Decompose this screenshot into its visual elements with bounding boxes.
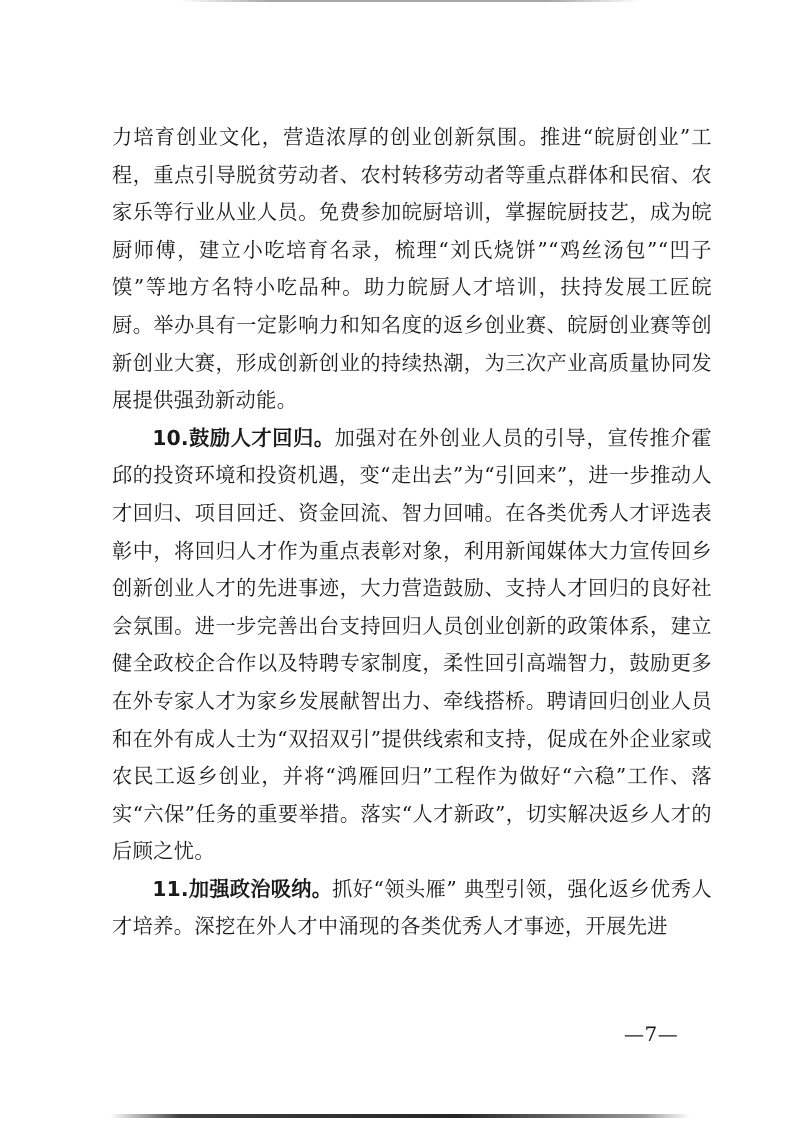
item-10-heading: 10.鼓励人才回归。: [152, 425, 335, 450]
page-number: —7—: [624, 1022, 679, 1046]
item-11-text: 抓好“领头雁” 典型引领，强化返乡优秀人才培养。深挖在外人才中涌现的各类优秀人才事迹，开展先进: [112, 876, 712, 939]
item-11-heading: 11.加强政治吸纳。: [152, 876, 333, 901]
item-10-text: 加强对在外创业人员的引导，宣传推介霍邱的投资环境和投资机遇，变“走出去”为“引回来”，进一步推动人才回归、项目回迁、资金回流、智力回哺。在各类优秀人才评选表彰中，将回归人才作为重点表彰对象，利用新闻媒体大力宣传回乡创新创业人才的先进事迹，大力营造鼓励、支持人才回归的良好社会氛围。进一步完善出台支持回归人员创业创新的政策体系，建立健全政校企合作以及特聘专家制度，柔性回引高端智力，鼓励更多在外专家人才为家乡发展献智出力、牵线搭桥。聘请回归创业人员和在外有成人士为“双招双引”提供线索和支持，促成在外企业家或农民工返乡创业，并将“鸿雁回归”工程作为做好“六稳”工作、落实“六保”任务的重要举措。落实“人才新政”，切实解决返乡人才的后顾之忧。: [112, 425, 713, 864]
document-body: [112, 119, 712, 946]
paragraph-item-10: [112, 420, 712, 871]
scan-edge-bottom: [110, 1114, 690, 1118]
scan-edge-top: [180, 0, 640, 2]
paragraph-continued: 力培育创业文化，营造浓厚的创业创新氛围。推进“皖厨创业”工程，重点引导脱贫劳动者、农村转移劳动者等重点群体和民宿、农家乐等行业从业人员。免费参加皖厨培训，掌握皖厨技艺，成为皖厨师傅，建立小吃培育名录，梳理“刘氏烧饼”“鸡丝汤包”“凹子馍”等地方名特小吃品种。助力皖厨人才培训，扶持发展工匠皖厨。举办具有一定影响力和知名度的返乡创业赛、皖厨创业赛等创新创业大赛，形成创新创业的持续热潮，为三次产业高质量协同发展提供强劲新动能。: [112, 125, 712, 413]
paragraph-item-11: [112, 871, 712, 946]
